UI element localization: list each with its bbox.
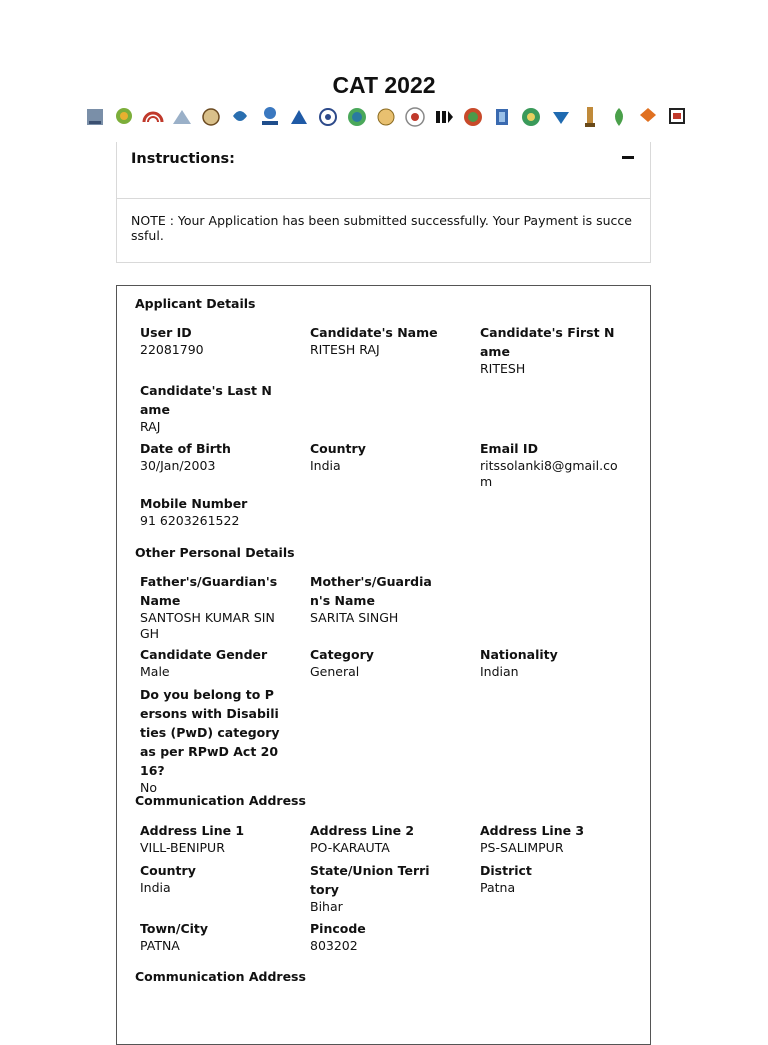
field-label: User ID — [140, 325, 192, 340]
iim-amritsar-logo — [113, 104, 135, 130]
field-value: India — [310, 458, 341, 473]
field-value: No — [140, 780, 157, 795]
iim-udaipur-logo — [608, 104, 630, 130]
iim-lucknow-logo — [346, 104, 368, 130]
field-value: PS-SALIMPUR — [480, 840, 564, 855]
field-value: General — [310, 664, 360, 679]
iim-ahmedabad-logo — [84, 104, 106, 130]
field-value: RITESH RAJ — [310, 342, 380, 357]
field-value: PATNA — [140, 938, 180, 953]
iim-mumbai-logo — [666, 104, 688, 130]
field-label: Do you belong to Persons with Disabilities (PwD) category as per RPwD Act 2016? — [140, 687, 280, 778]
iim-rohtak-logo — [462, 104, 484, 130]
field-value: 803202 — [310, 938, 358, 953]
field-label: Address Line 1 — [140, 823, 245, 838]
field-label: Country — [140, 863, 196, 878]
field-label: Country — [310, 441, 366, 456]
pincode-field — [310, 919, 450, 954]
field-label: Town/City — [140, 921, 209, 936]
address-country-field — [140, 861, 280, 896]
field-label: Address Line 2 — [310, 823, 415, 838]
field-value: 30/Jan/2003 — [140, 458, 216, 473]
mobile-field — [140, 494, 280, 529]
application-details-box — [116, 285, 651, 1045]
iim-jammu-logo — [259, 104, 281, 130]
field-value: Patna — [480, 880, 516, 895]
field-label: Address Line 3 — [480, 823, 585, 838]
mother-name-field — [310, 572, 450, 626]
state-field — [310, 861, 430, 915]
iim-sirmaur-logo — [550, 104, 572, 130]
field-label: State/Union Territory — [310, 863, 430, 897]
field-label: Candidate's Name — [310, 325, 438, 340]
submission-note: NOTE : Your Application has been submitted successfully. Your Payment is successful. — [131, 213, 632, 243]
pwd-field — [140, 685, 280, 796]
nationality-field — [480, 645, 620, 680]
iim-bodh-gaya-logo — [171, 104, 193, 130]
field-value: Bihar — [310, 899, 343, 914]
email-field — [480, 439, 620, 490]
field-label: Pincode — [310, 921, 366, 936]
personal-details-title: Other Personal Details — [135, 545, 295, 560]
country-field — [310, 439, 450, 474]
field-value: 22081790 — [140, 342, 204, 357]
communication-address-title-2: Communication Address — [135, 969, 306, 984]
iim-indore-logo — [229, 104, 251, 130]
father-name-field — [140, 572, 280, 642]
user-id-field — [140, 323, 280, 358]
field-value: SARITA SINGH — [310, 610, 399, 625]
field-label: Father's/Guardian's Name — [140, 574, 278, 608]
instructions-panel — [116, 142, 651, 263]
applicant-details-title: Applicant Details — [135, 296, 256, 311]
field-label: District — [480, 863, 532, 878]
iim-shillong-logo — [520, 104, 542, 130]
iim-sambalpur-logo — [491, 104, 513, 130]
instructions-title: Instructions: — [131, 151, 235, 167]
instructions-header[interactable] — [117, 142, 650, 199]
address-line2-field — [310, 821, 450, 856]
collapse-icon[interactable] — [622, 156, 634, 159]
field-value: RAJ — [140, 419, 161, 434]
iim-nagpur-logo — [375, 104, 397, 130]
district-field — [480, 861, 620, 896]
field-value: RITESH — [480, 361, 526, 376]
field-value: India — [140, 880, 171, 895]
iim-kashipur-logo — [288, 104, 310, 130]
address-line3-field — [480, 821, 620, 856]
last-name-field — [140, 381, 280, 435]
field-label: Email ID — [480, 441, 538, 456]
address-line1-field — [140, 821, 280, 856]
page-title: CAT 2022 — [332, 72, 436, 98]
iim-raipur-logo — [404, 104, 426, 130]
town-field — [140, 919, 280, 954]
field-label: Candidate's First Name — [480, 325, 615, 359]
field-value: VILL-BENIPUR — [140, 840, 225, 855]
institute-logo-strip — [84, 101, 688, 133]
iim-ranchi-logo — [433, 104, 455, 130]
field-label: Date of Birth — [140, 441, 231, 456]
field-value: Male — [140, 664, 170, 679]
field-label: Candidate's Last Name — [140, 383, 272, 417]
field-value: PO-KARAUTA — [310, 840, 390, 855]
field-value: SANTOSH KUMAR SINGH — [140, 610, 275, 641]
candidate-name-field — [310, 323, 450, 358]
iim-bangalore-logo — [142, 104, 164, 130]
field-label: Candidate Gender — [140, 647, 268, 662]
gender-field — [140, 645, 280, 680]
field-value: 91 6203261522 — [140, 513, 240, 528]
dob-field — [140, 439, 280, 474]
field-label: Category — [310, 647, 374, 662]
iim-calcutta-logo — [200, 104, 222, 130]
communication-address-title: Communication Address — [135, 793, 306, 808]
field-value: Indian — [480, 664, 519, 679]
field-value: ritssolanki8@gmail.com — [480, 458, 618, 489]
iim-tiruchirappalli-logo — [579, 104, 601, 130]
iim-kozhikode-logo — [317, 104, 339, 130]
first-name-field — [480, 323, 620, 377]
field-label: Mother's/Guardian's Name — [310, 574, 432, 608]
category-field — [310, 645, 450, 680]
field-label: Nationality — [480, 647, 558, 662]
field-label: Mobile Number — [140, 496, 248, 511]
iim-visakhapatnam-logo — [637, 104, 659, 130]
